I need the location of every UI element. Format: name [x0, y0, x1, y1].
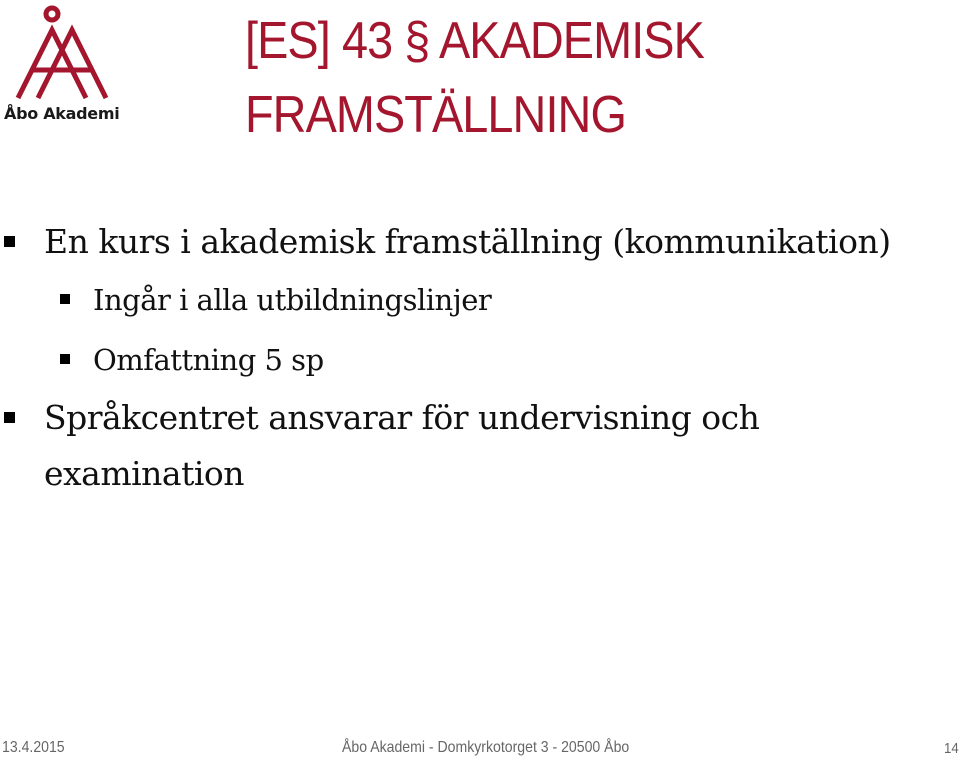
sub-bullet-item: [0, 270, 930, 330]
slide-title-line-2: FRAMSTÄLLNING: [245, 86, 626, 144]
bullet-item: [0, 390, 930, 502]
square-bullet-icon: [60, 354, 70, 364]
logo-wordmark: Åbo Akademi: [4, 104, 120, 123]
bullet-text: Omfattning 5 sp: [93, 343, 324, 377]
square-bullet-icon: [60, 294, 70, 304]
sub-bullet-item: [0, 330, 930, 390]
footer-organization: Åbo Akademi - Domkyrkotorget 3 - 20500 Åbo: [342, 739, 630, 756]
square-bullet-icon: [4, 236, 15, 247]
page-number: 14: [944, 740, 959, 757]
bullet-text: Ingår i alla utbildningslinjer: [93, 283, 492, 317]
logo: [4, 4, 119, 124]
slide-title-line-1: [ES] 43 § AKADEMISK: [245, 12, 704, 70]
abo-akademi-logo-icon: [12, 4, 112, 102]
footer-date: 13.4.2015: [2, 739, 65, 756]
square-bullet-icon: [4, 412, 15, 423]
bullet-list: [0, 214, 930, 502]
bullet-text: Språkcentret ansvarar för undervisning och examination: [44, 398, 760, 493]
bullet-item: [0, 214, 930, 270]
slide-title: [245, 4, 875, 152]
bullet-text: En kurs i akademisk framställning (kommunikation): [44, 222, 891, 261]
